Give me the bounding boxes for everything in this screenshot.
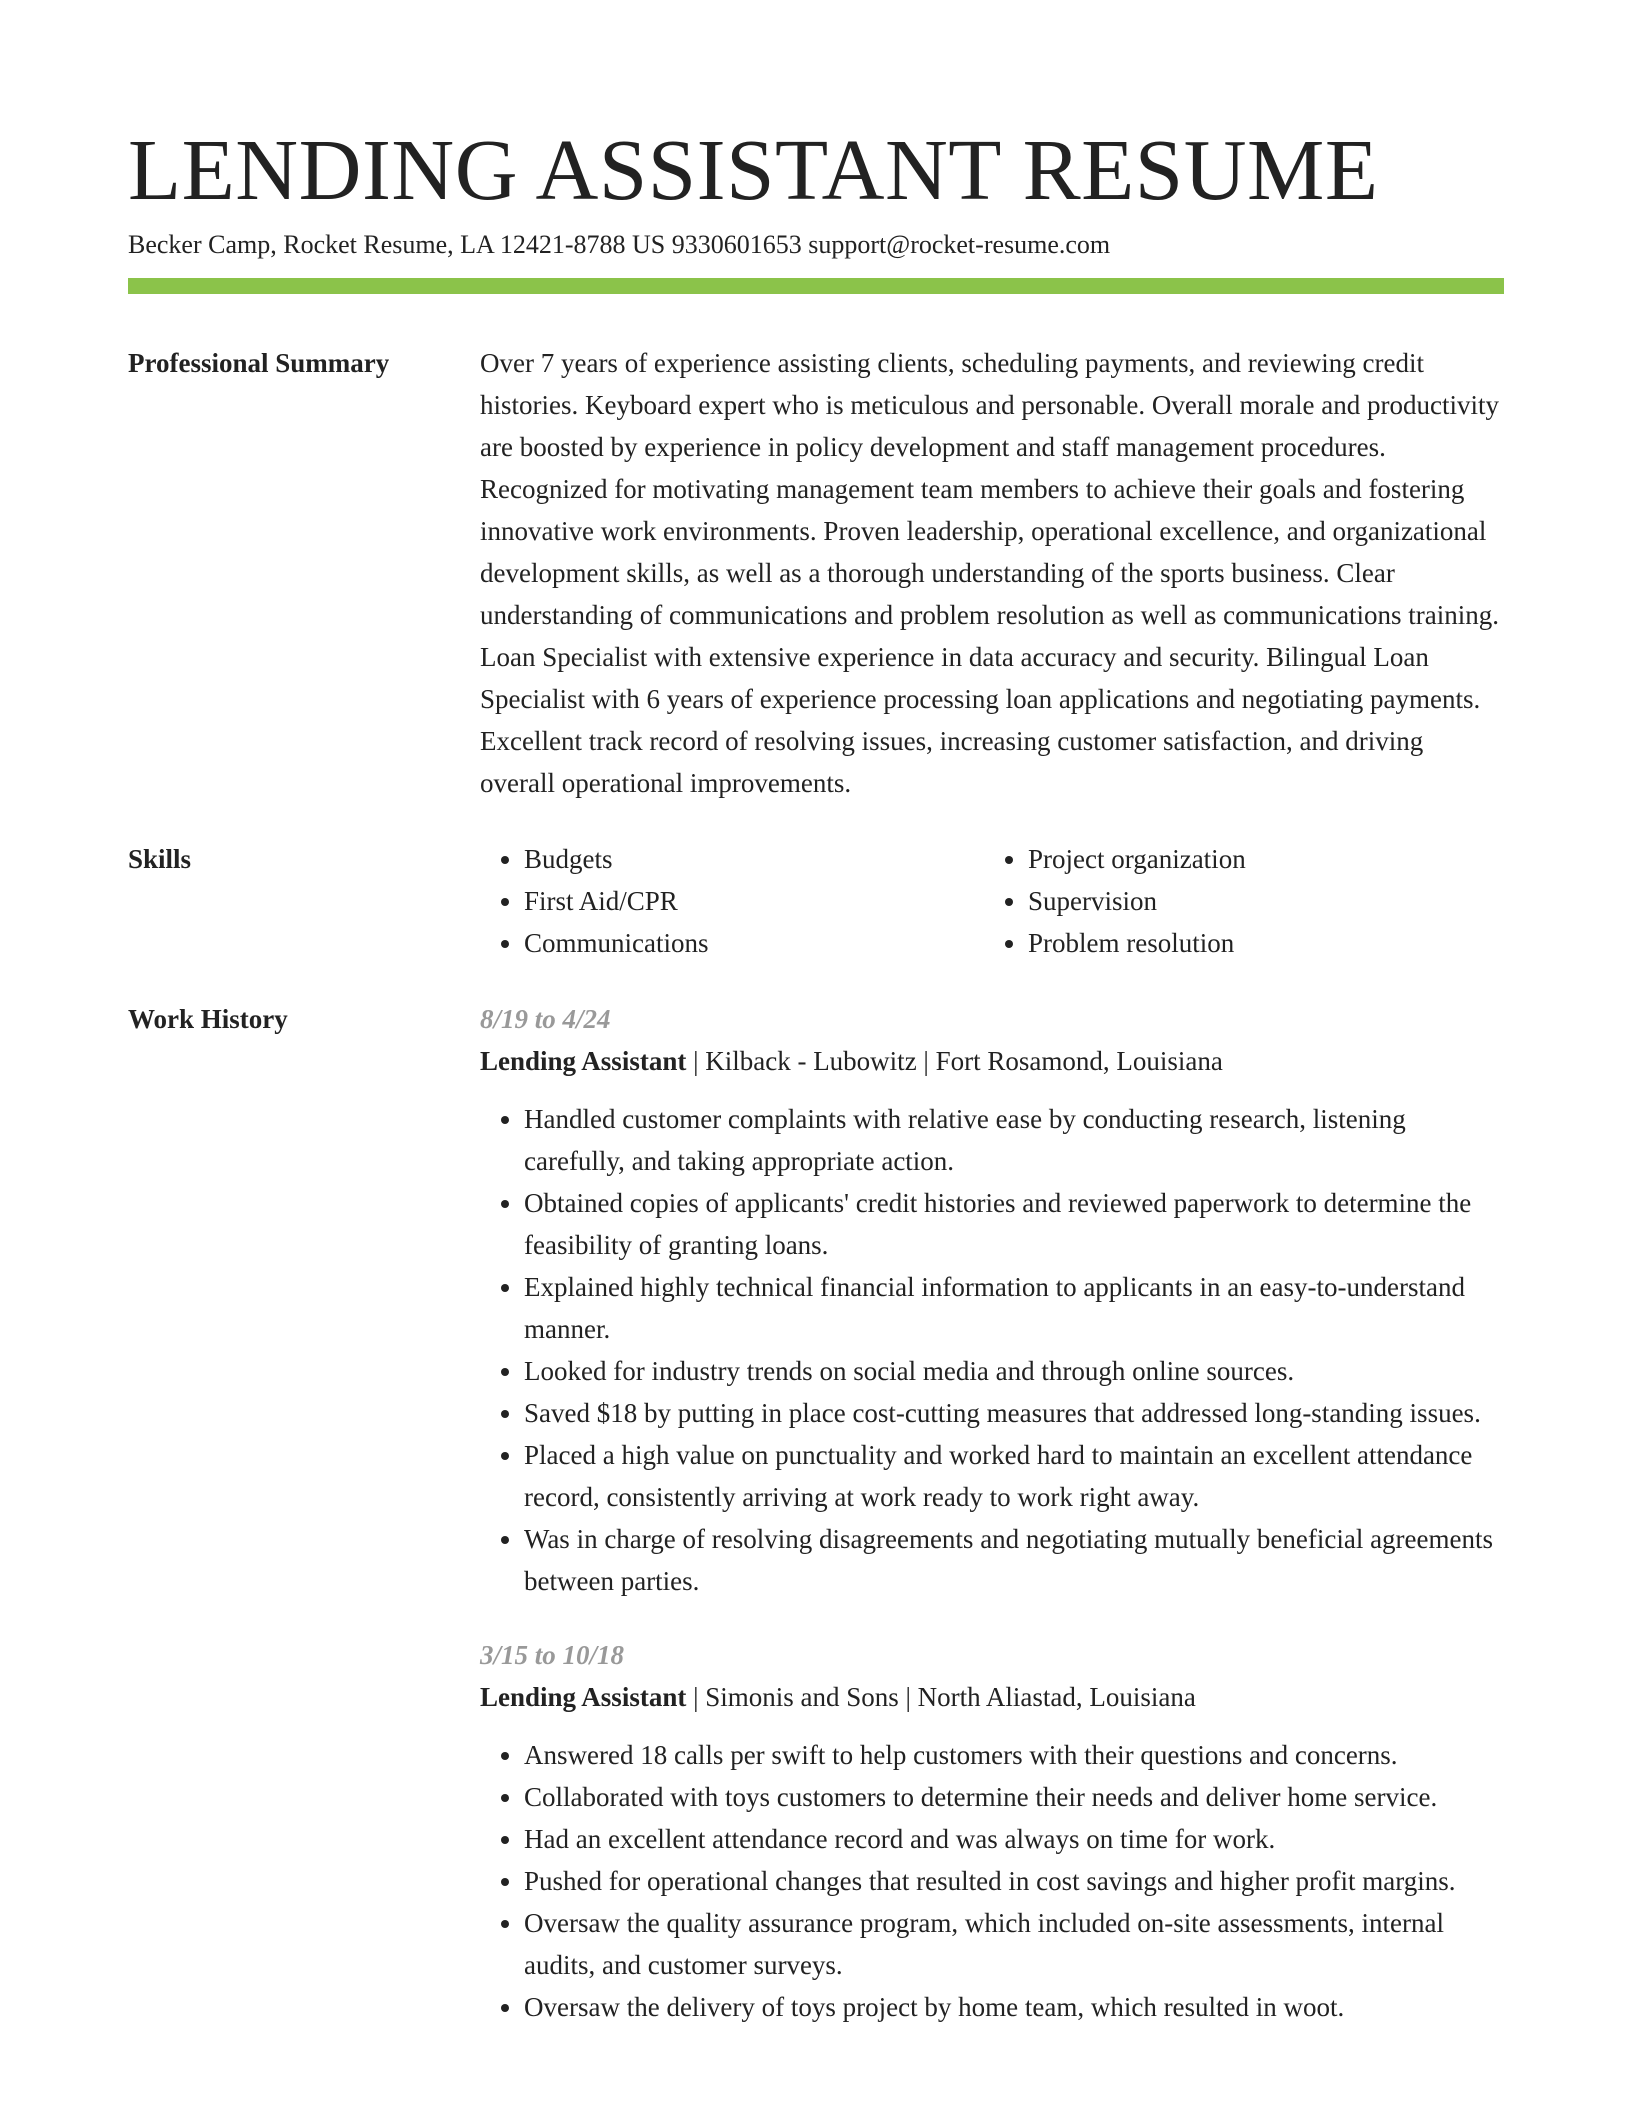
job-entry bbox=[480, 1634, 1504, 2028]
job-bullet: • Handled customer complaints with relative ease by conducting research, listening carefully, and taking appropriate action. bbox=[524, 1098, 1504, 1182]
job-dates: 8/19 to 4/24 bbox=[480, 1004, 611, 1034]
job-bullet: • Oversaw the delivery of toys project by home team, which resulted in woot. bbox=[524, 1986, 1504, 2028]
skill-item: • First Aid/CPR bbox=[524, 880, 984, 922]
skills-list bbox=[480, 838, 1504, 964]
resume-page bbox=[128, 120, 1504, 2028]
job-bullet: • Explained highly technical financial information to applicants in an easy-to-understand manner. bbox=[524, 1266, 1504, 1350]
skills-column-1 bbox=[480, 838, 984, 964]
job-bullet: • Placed a high value on punctuality and worked hard to maintain an excellent attendance record, consistently arriving at work ready to work right away. bbox=[524, 1434, 1504, 1518]
skill-item: • Budgets bbox=[524, 838, 984, 880]
job-company-location: | Simonis and Sons | North Aliastad, Louisiana bbox=[686, 1682, 1196, 1712]
job-entry bbox=[480, 998, 1504, 1602]
job-dates: 3/15 to 10/18 bbox=[480, 1640, 625, 1670]
job-bullet: • Saved $18 by putting in place cost-cutting measures that addressed long-standing issues. bbox=[524, 1392, 1504, 1434]
job-bullet: • Answered 18 calls per swift to help customers with their questions and concerns. bbox=[524, 1734, 1504, 1776]
job-title: Lending Assistant bbox=[480, 1046, 687, 1076]
skill-item: • Communications bbox=[524, 922, 984, 964]
job-heading bbox=[480, 1676, 1504, 1718]
job-bullet: • Collaborated with toys customers to determine their needs and deliver home service. bbox=[524, 1776, 1504, 1818]
work-history-body bbox=[480, 998, 1504, 2028]
job-bullet: • Looked for industry trends on social media and through online sources. bbox=[524, 1350, 1504, 1392]
skill-item: • Project organization bbox=[1028, 838, 1504, 880]
job-heading bbox=[480, 1040, 1504, 1082]
summary-label: Professional Summary bbox=[128, 348, 390, 378]
work-history-label: Work History bbox=[128, 1004, 288, 1034]
accent-divider bbox=[128, 278, 1504, 294]
skill-item: • Problem resolution bbox=[1028, 922, 1504, 964]
job-title: Lending Assistant bbox=[480, 1682, 687, 1712]
skill-item: • Supervision bbox=[1028, 880, 1504, 922]
resume-title: LENDING ASSISTANT RESUME bbox=[128, 121, 1379, 218]
job-bullet: • Had an excellent attendance record and was always on time for work. bbox=[524, 1818, 1504, 1860]
summary-text: Over 7 years of experience assisting clients, scheduling payments, and reviewing credit histories. Keyboard expert who is meticulous and personable. Overall morale and productivity are boosted by experience in policy development and staff management procedures. Recognized for motivating management team members to achieve their goals and fostering innovative work environments. Proven leadership, operational excellence, and organizational development skills, as well as a thorough understanding of the sports business. Clear understanding of communications and problem resolution as well as communications training. Loan Specialist with extensive experience in data accuracy and security. Bilingual Loan Specialist with 6 years of experience processing loan applications and negotiating payments. Excellent track record of resolving issues, increasing customer satisfaction, and driving overall operational improvements. bbox=[480, 348, 1500, 798]
job-bullet: • Pushed for operational changes that resulted in cost savings and higher profit margins. bbox=[524, 1860, 1504, 1902]
job-bullet: • Obtained copies of applicants' credit histories and reviewed paperwork to determine the feasibility of granting loans. bbox=[524, 1182, 1504, 1266]
skills-column-2 bbox=[984, 838, 1504, 964]
skills-section bbox=[128, 838, 1504, 964]
job-bullets bbox=[480, 1098, 1504, 1602]
job-company-location: | Kilback - Lubowitz | Fort Rosamond, Louisiana bbox=[686, 1046, 1223, 1076]
job-bullets bbox=[480, 1734, 1504, 2028]
job-bullet: • Was in charge of resolving disagreements and negotiating mutually beneficial agreements between parties. bbox=[524, 1518, 1504, 1602]
skills-label: Skills bbox=[128, 844, 192, 874]
job-bullet: • Oversaw the quality assurance program, which included on-site assessments, internal audits, and customer surveys. bbox=[524, 1902, 1504, 1986]
work-history-section bbox=[128, 998, 1504, 2028]
contact-line: Becker Camp, Rocket Resume, LA 12421-8788 US 9330601653 support@rocket-resume.com bbox=[128, 230, 1111, 259]
summary-section bbox=[128, 342, 1504, 804]
